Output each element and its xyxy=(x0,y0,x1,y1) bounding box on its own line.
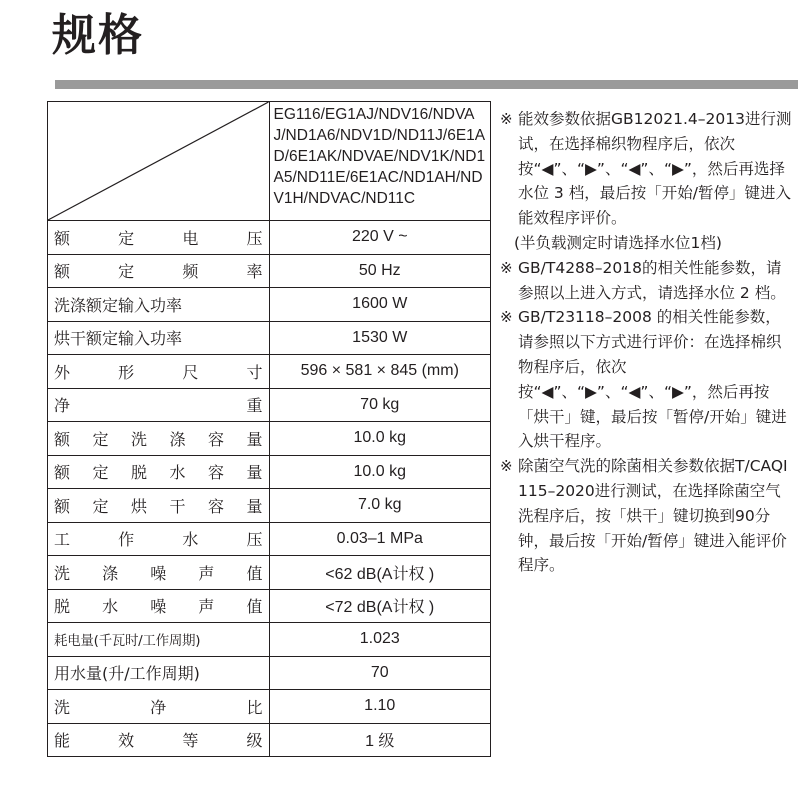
note-mark: ※ xyxy=(500,457,513,476)
table-row xyxy=(48,388,491,422)
row-value: 10.0 kg xyxy=(269,422,491,456)
row-value: 1530 W xyxy=(269,321,491,355)
row-value: 1.023 xyxy=(269,623,491,657)
spec-table xyxy=(47,101,491,757)
table-row xyxy=(48,355,491,389)
row-label: 洗涤噪声值 xyxy=(54,563,263,583)
row-label: 额定频率 xyxy=(54,262,263,282)
row-value: 50 Hz xyxy=(269,254,491,288)
note-mark: ※ xyxy=(500,110,513,128)
table-row xyxy=(48,455,491,489)
row-value: 1600 W xyxy=(269,288,491,322)
row-label: 额定电压 xyxy=(54,228,263,248)
notes-column xyxy=(500,107,792,578)
row-label: 用水量(升/工作周期) xyxy=(54,664,200,684)
note-text: GB/T4288–2018的相关性能参数，请参照以上进入方式，请选择水位 2 档。 xyxy=(518,258,786,302)
diagonal-header-cell xyxy=(48,102,270,221)
row-value: <72 dB(A计权 ) xyxy=(269,589,491,623)
table-row xyxy=(48,656,491,690)
row-value: <62 dB(A计权 ) xyxy=(269,556,491,590)
table-row xyxy=(48,522,491,556)
note-mark: ※ xyxy=(500,308,513,327)
row-label: 脱水噪声值 xyxy=(54,597,263,617)
row-value: 0.03–1 MPa xyxy=(269,522,491,556)
row-label: 洗净比 xyxy=(54,697,263,717)
table-row xyxy=(48,556,491,590)
note-text: GB/T23118–2008 的相关性能参数，请参照以下方式进行评价：在选择棉织物程序后，依次按“◀”、“▶”、“◀”、“▶”，然后再按「烘干」键，最后按「暂停/开始」键进入烘干程序。 xyxy=(518,308,787,451)
row-label: 额定烘干容量 xyxy=(54,496,263,516)
title-rule xyxy=(55,80,798,89)
table-row xyxy=(48,690,491,724)
table-row xyxy=(48,422,491,456)
row-value: 220 V ~ xyxy=(269,221,491,255)
table-row xyxy=(48,288,491,322)
page-title: 规格 xyxy=(52,10,144,61)
row-value: 70 xyxy=(269,656,491,690)
row-value: 7.0 kg xyxy=(269,489,491,523)
row-label: 工作水压 xyxy=(54,530,263,550)
note-item xyxy=(500,107,792,231)
row-label: 耗电量(千瓦时/工作周期) xyxy=(54,633,201,650)
model-list: EG116/EG1AJ/NDV16/NDVAJ/ND1A6/NDV1D/ND11J/6E1AD/6E1AK/NDVAE/NDV1K/ND1A5/ND11E/6E1AC/ND1AH/NDV1H/NDVAC/ND11C xyxy=(269,102,491,221)
row-label: 能效等级 xyxy=(54,731,263,751)
note-item xyxy=(500,256,792,306)
note-text: (半负载测定时请选择水位1档) xyxy=(514,233,722,252)
table-row xyxy=(48,623,491,657)
table-row xyxy=(48,221,491,255)
note-item xyxy=(500,305,792,454)
note-mark: ※ xyxy=(500,258,513,277)
note-text: 能效参数依据GB12021.4–2013进行测试，在选择棉织物程序后，依次按“◀”、“▶”、“◀”、“▶”，然后再选择水位 3 档，最后按「开始/暂停」键进入能效程序评价。 xyxy=(518,110,792,228)
table-row xyxy=(48,589,491,623)
table-row xyxy=(48,723,491,757)
note-item xyxy=(500,231,792,256)
note-text: 除菌空气洗的除菌相关参数依据T/CAQI 115–2020进行测试，在选择除菌空气洗程序后，按「烘干」键切换到90分钟，最后按「开始/暂停」键进入能评价程序。 xyxy=(518,457,788,575)
table-row xyxy=(48,254,491,288)
row-label: 烘干额定输入功率 xyxy=(54,329,183,349)
table-row xyxy=(48,489,491,523)
note-item xyxy=(500,454,792,578)
row-label: 额定洗涤容量 xyxy=(54,429,263,449)
row-value: 1.10 xyxy=(269,690,491,724)
row-label: 额定脱水容量 xyxy=(54,463,263,483)
table-row xyxy=(48,321,491,355)
row-value: 10.0 kg xyxy=(269,455,491,489)
row-value: 70 kg xyxy=(269,388,491,422)
row-label: 净重 xyxy=(54,396,263,416)
diagonal-line xyxy=(48,102,269,220)
row-value: 596 × 581 × 845 (mm) xyxy=(269,355,491,389)
row-value: 1 级 xyxy=(269,723,491,757)
row-label: 洗涤额定输入功率 xyxy=(54,295,183,315)
row-label: 外形尺寸 xyxy=(54,362,263,382)
table-header-row xyxy=(48,102,491,221)
